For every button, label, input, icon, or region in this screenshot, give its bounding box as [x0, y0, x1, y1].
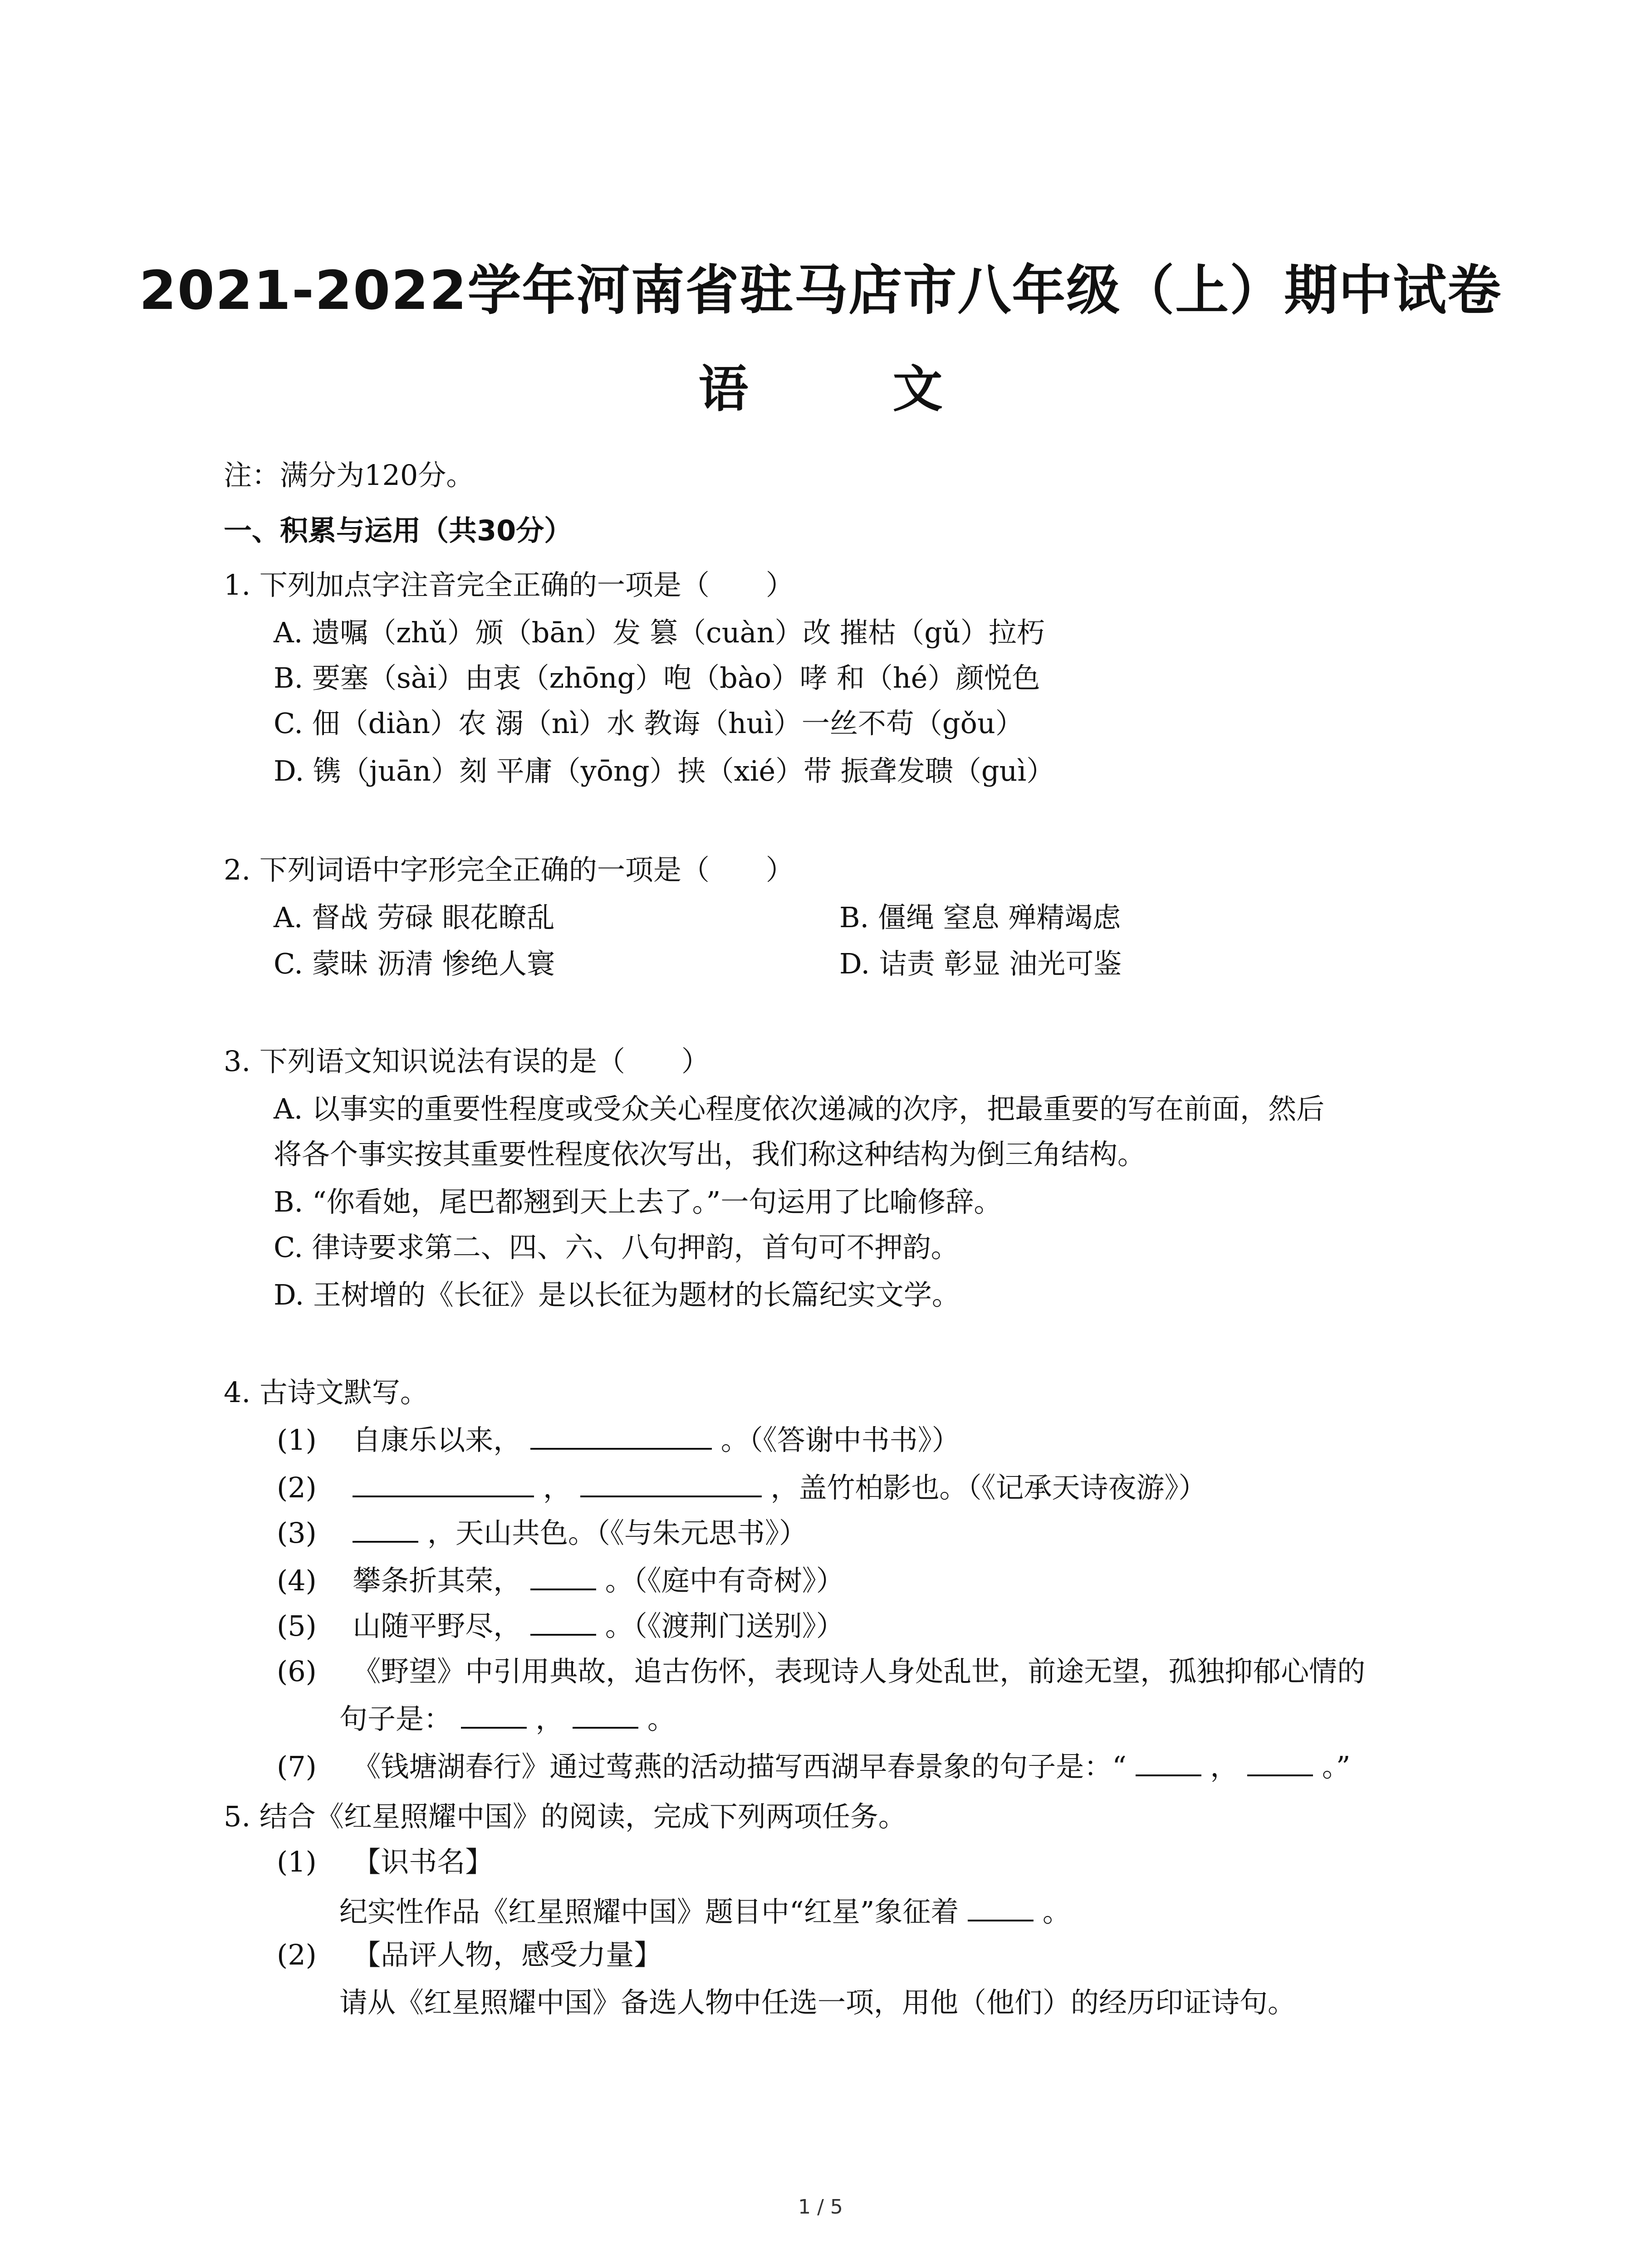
- q4-item-6-line1: (6) 《野望》中引用典故，追古伤怀，表现诗人身处乱世，前途无望，孤独抑郁心情的: [277, 1655, 1366, 1688]
- q2-option-c: C. 蒙昧 沥清 惨绝人寰: [274, 947, 555, 980]
- q3-stem: 3. 下列语文知识说法有误的是（ ）: [224, 1045, 710, 1078]
- q2-option-d: D. 诘责 彰显 油光可鉴: [839, 947, 1122, 980]
- q3-option-d: D. 王树增的《长征》是以长征为题材的长篇纪实文学。: [274, 1278, 960, 1311]
- q5-stem: 5. 结合《红星照耀中国》的阅读，完成下列两项任务。: [224, 1800, 906, 1833]
- answer-blank[interactable]: [1136, 1746, 1201, 1776]
- q1-option-a: A. 遗嘱（zhǔ）颁（bān）发 篡（cuàn）改 摧枯（gǔ）拉朽: [274, 616, 1045, 649]
- q1-stem: 1. 下列加点字注音完全正确的一项是（ ）: [224, 568, 794, 601]
- q1-option-b: B. 要塞（sài）由衷（zhōng）咆（bào）哮 和（hé）颜悦色: [274, 661, 1040, 694]
- item-number: (1): [277, 1423, 317, 1457]
- q4-item-6-line2: 句子是： ， 。: [339, 1699, 676, 1737]
- item-number: (4): [277, 1564, 317, 1597]
- q4-item-3: (3) ，天山共色。（《与朱元思书》）: [277, 1513, 807, 1551]
- q2-option-b: B. 僵绳 窒息 殚精竭虑: [839, 901, 1121, 934]
- answer-blank[interactable]: [461, 1699, 527, 1729]
- score-note: 注：满分为120分。: [224, 459, 475, 492]
- answer-blank[interactable]: [530, 1420, 712, 1450]
- item-number: (2): [277, 1471, 317, 1504]
- q5-task-2-title: (2) 【品评人物，感受力量】: [277, 1938, 662, 1971]
- q4-item-2: (2) ， ，盖竹柏影也。（《记承天诗夜游》）: [277, 1467, 1206, 1506]
- q3-option-a-line2: 将各个事实按其重要性程度依次写出，我们称这种结构为倒三角结构。: [274, 1138, 1146, 1171]
- q5-task-1-title: (1) 【识书名】: [277, 1845, 494, 1878]
- q4-item-5: (5) 山随平野尽， 。（《渡荆门送别》）: [277, 1606, 844, 1644]
- answer-blank[interactable]: [580, 1467, 762, 1497]
- answer-blank[interactable]: [1247, 1746, 1313, 1776]
- q3-option-b: B. “你看她，尾巴都翘到天上去了。”一句运用了比喻修辞。: [274, 1185, 1002, 1218]
- page-number: 1 / 5: [798, 2195, 843, 2219]
- item-number: (1): [277, 1845, 317, 1878]
- q2-option-a: A. 督战 劳碌 眼花瞭乱: [274, 901, 555, 934]
- section-heading: 一、积累与运用（共30分）: [224, 514, 573, 547]
- item-number: (7): [277, 1750, 317, 1783]
- item-number: (6): [277, 1655, 317, 1688]
- answer-blank[interactable]: [573, 1699, 638, 1729]
- q1-option-c: C. 佃（diàn）农 溺（nì）水 教诲（huì）一丝不苟（gǒu）: [274, 707, 1024, 740]
- item-number: (2): [277, 1938, 317, 1971]
- item-number: (3): [277, 1516, 317, 1549]
- answer-blank[interactable]: [968, 1892, 1034, 1921]
- q4-item-1: (1) 自康乐以来， 。（《答谢中书书》）: [277, 1420, 960, 1458]
- q5-task-1-body: 纪实性作品《红星照耀中国》题目中“红星”象征着 。: [339, 1892, 1071, 1930]
- exam-title: 2021-2022学年河南省驻马店市八年级（上）期中试卷: [139, 259, 1502, 322]
- answer-blank[interactable]: [353, 1467, 534, 1497]
- subject-title: 语 文: [698, 360, 1006, 418]
- q3-option-c: C. 律诗要求第二、四、六、八句押韵，首句可不押韵。: [274, 1231, 959, 1264]
- answer-blank[interactable]: [530, 1606, 596, 1636]
- q3-option-a-line1: A. 以事实的重要性程度或受众关心程度依次递减的次序，把最重要的写在前面，然后: [274, 1092, 1325, 1125]
- q1-option-d: D. 镌（juān）刻 平庸（yōng）挟（xié）带 振聋发聩（guì）: [274, 754, 1055, 787]
- q4-item-4: (4) 攀条折其荣， 。（《庭中有奇树》）: [277, 1560, 844, 1599]
- answer-blank[interactable]: [530, 1560, 596, 1590]
- answer-blank[interactable]: [353, 1513, 418, 1543]
- q4-item-7: (7) 《钱塘湖春行》通过莺燕的活动描写西湖早春景象的句子是：“ ， 。”: [277, 1746, 1351, 1785]
- q4-stem: 4. 古诗文默写。: [224, 1376, 428, 1409]
- q5-task-2-body: 请从《红星照耀中国》备选人物中任选一项，用他（他们）的经历印证诗句。: [339, 1986, 1296, 2019]
- item-number: (5): [277, 1609, 317, 1642]
- q2-stem: 2. 下列词语中字形完全正确的一项是（ ）: [224, 853, 794, 886]
